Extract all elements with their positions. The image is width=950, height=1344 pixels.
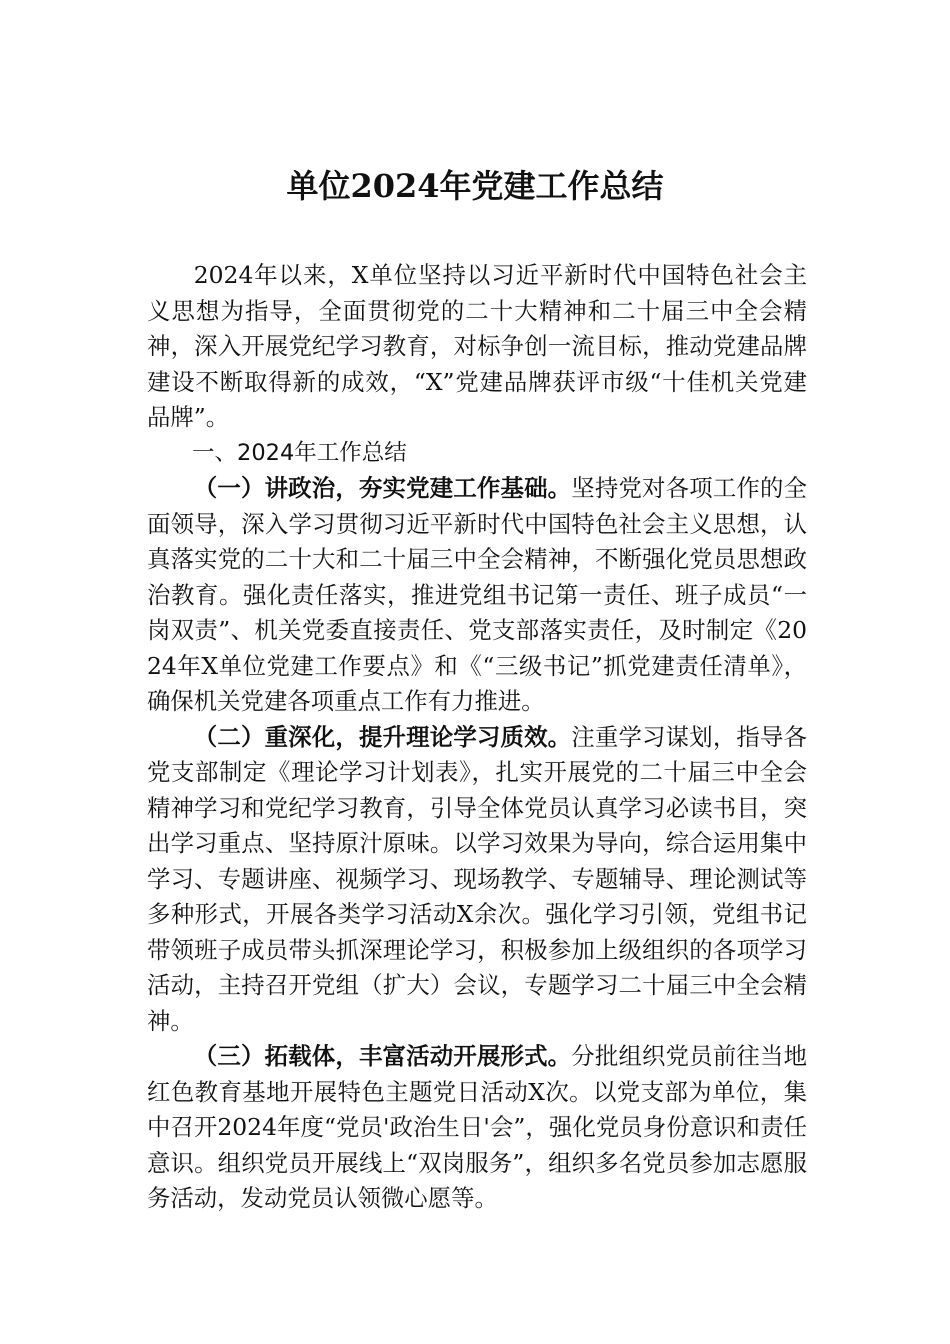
section-heading: 一、2024年工作总结 <box>192 439 407 466</box>
paragraph-text: 分批组织党员前往当地红色教育基地开展特色主题党日活动X次。以党支部为单位，集中召开2024年度“党员'政治生日'会”，强化党员身份意识和责任意识。组织党员开展线上“双岗服务”，组织多名党员参加志愿服务活动，发动党员认领微心愿等。 <box>147 1042 808 1212</box>
paragraph-lead: （二）重深化，提升理论学习质效。 <box>193 722 572 751</box>
paragraph-item-3 <box>147 1039 807 1217</box>
paragraph-text: 注重学习谋划，指导各党支部制定《理论学习计划表》，扎实开展党的二十届三中全会精神学习和党纪学习教育，引导全体党员认真学习必读书目，突出学习重点、坚持原汁原味。以学习效果为导向，综合运用集中学习、专题讲座、视频学习、现场教学、专题辅导、理论测试等多种形式，开展各类学习活动X余次。强化学习引领，党组书记带领班子成员带头抓深理论学习，积极参加上级组织的各项学习活动，主持召开党组（扩大）会议，专题学习二十届三中全会精神。 <box>147 722 808 1035</box>
paragraph-text: 坚持党对各项工作的全面领导，深入学习贯彻习近平新时代中国特色社会主义思想，认真落实党的二十大和二十届三中全会精神，不断强化党员思想政治教育。强化责任落实，推进党组书记第一责任、班子成员“一岗双责”、机关党委直接责任、党支部落实责任，及时制定《2024年X单位党建工作要点》和《“三级书记”抓党建责任清单》，确保机关党建各项重点工作有力推进。 <box>147 474 808 715</box>
paragraph-item-1 <box>147 471 807 720</box>
intro-paragraph: 2024年以来，X单位坚持以习近平新时代中国特色社会主义思想为指导，全面贯彻党的二十大精神和二十届三中全会精神，深入开展党纪学习教育，对标争创一流目标，推动党建品牌建设不断取得新的成效，“X”党建品牌获评市级“十佳机关党建品牌”。 <box>147 261 807 431</box>
paragraph-item-2 <box>147 720 807 1040</box>
paragraph-lead: （一）讲政治，夯实党建工作基础。 <box>193 474 572 502</box>
paragraph-lead: （三）拓载体，丰富活动开展形式。 <box>193 1042 572 1070</box>
document-title: 单位2024年党建工作总结 <box>286 167 664 205</box>
document-body <box>147 258 807 1217</box>
